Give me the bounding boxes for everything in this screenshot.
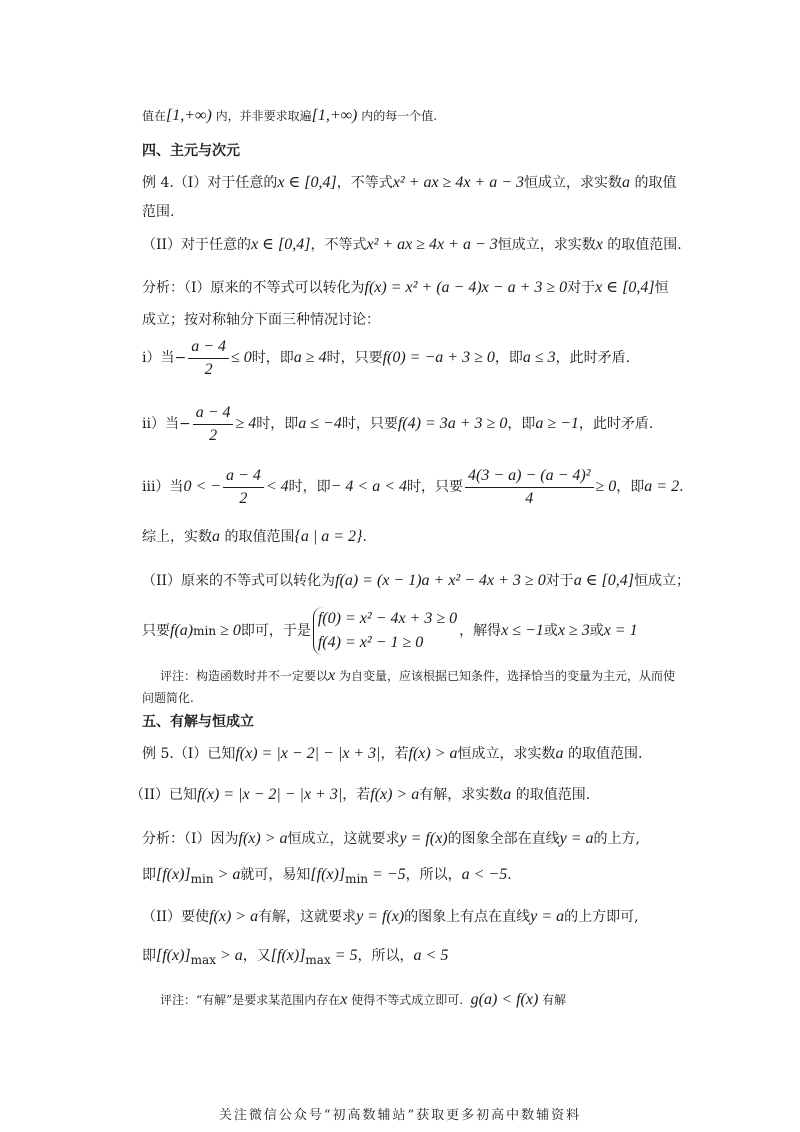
text-line: 值在[1,+∞) 内，并非要求取遍[1,+∞) 内的每一个值.: [142, 107, 438, 124]
example-4-part-2: （II）对于任意的x ∈ [0,4]，不等式x² + ax ≥ 4x + a − 3恒成立，求实数x 的取值范围.: [142, 236, 682, 253]
fraction: $\frac{\text{4(3 − a) − (a − 4)²}}{4}$: [465, 465, 594, 510]
analysis-line: 分析：（I）原来的不等式可以转化为f(x) = x² + (a − 4)x − a + 3 ≥ 0对于x ∈ [0,4]恒: [142, 279, 669, 296]
case-ii: ii）当− $\frac{a - 4}{2}$ ≥ 4 时，即 a ≤ −4 时，只要 f(4) = 3a + 3 ≥ 0 ，即 a ≥ −1 ，此时矛盾.: [142, 396, 653, 452]
text-line: 成立；按对称轴分下面三种情况讨论：: [142, 312, 380, 328]
text-line: 问题简化.: [142, 691, 194, 705]
comment-line: 评注：构造函数时并不一定要以x 为自变量，应该根据已知条件，选择恰当的变量为主元，从而使: [160, 667, 675, 684]
equation-system: f(0) = x² − 4x + 3 ≥ 0 f(4) = x² − 1 ≥ 0: [313, 607, 457, 655]
section-heading: 四、主元与次元: [142, 143, 240, 159]
analysis-line: 即$[f(x)]_{max} > a$，又$[f(x)]_{max} = 5$，所以，a < 5: [142, 947, 449, 967]
example-4-statement: 例 4.（I）对于任意的x ∈ [0,4]，不等式x² + ax ≥ 4x + a − 3恒成立，求实数a 的取值: [142, 174, 677, 191]
section-heading: 五、有解与恒成立: [142, 714, 254, 730]
analysis-line: （II）要使f(x) > a有解，这就要求y = f(x)的图象上有点在直线y = a的上方即可,: [142, 908, 639, 925]
summary-line: 综上，实数a 的取值范围{a | a = 2}.: [142, 528, 367, 545]
part-2-line: （II）原来的不等式可以转化为f(a) = (x − 1)a + x² − 4x + 3 ≥ 0对于a ∈ [0,4]恒成立；: [142, 572, 690, 589]
footer-watermark: 关注微信公众号“初高数辅站”获取更多初高中数辅资料: [218, 1108, 582, 1123]
text-line: 范围.: [142, 204, 175, 220]
analysis-line: 分析：（I）因为f(x) > a恒成立，这就要求y = f(x)的图象全部在直线y = a的上方,: [142, 830, 640, 847]
fraction: $\frac{a - 4}{2}$: [223, 465, 264, 510]
analysis-line: 即$[f(x)]_{min} > a$就可，易知$[f(x)]_{min} = -5$，所以，a < −5.: [142, 866, 512, 886]
example-5-part-2: （II）已知f(x) = |x − 2| − |x + 3|，若f(x) > a有解，求实数a 的取值范围.: [130, 786, 591, 803]
system-line: 只要 f(a) min ≥ 0 即可，于是 f(0) = x² − 4x + 3 ≥ 0 f(4) = x² − 1 ≥ 0 ，解得 x ≤ −1 或 x ≥ 3 或 x = 1: [142, 603, 638, 659]
fraction: $\frac{a - 4}{2}$: [193, 402, 234, 447]
comment-line: 评注：“有解”是要求某范围内存在x 使得不等式成立即可. g(a) < f(x) 有解: [160, 991, 567, 1008]
case-i: i）当− $\frac{a - 4}{2}$ ≤ 0 时，即 a ≥ 4 时，只要 f(0) = −a + 3 ≥ 0 ，即 a ≤ 3 ，此时矛盾.: [142, 330, 630, 386]
fraction: $\frac{a - 4}{2}$: [188, 336, 229, 381]
case-iii: iii）当 0 < − $\frac{a - 4}{2}$ < 4 时，即 − 4 < a < 4 时，只要 $\frac{\text{4(3 − a) − (a − 4)²}}{4}$ ≥ 0 ，即 a = 2 .: [142, 459, 684, 515]
example-5-statement: 例 5.（I）已知f(x) = |x − 2| − |x + 3|，若f(x) > a恒成立，求实数a 的取值范围.: [142, 745, 643, 762]
